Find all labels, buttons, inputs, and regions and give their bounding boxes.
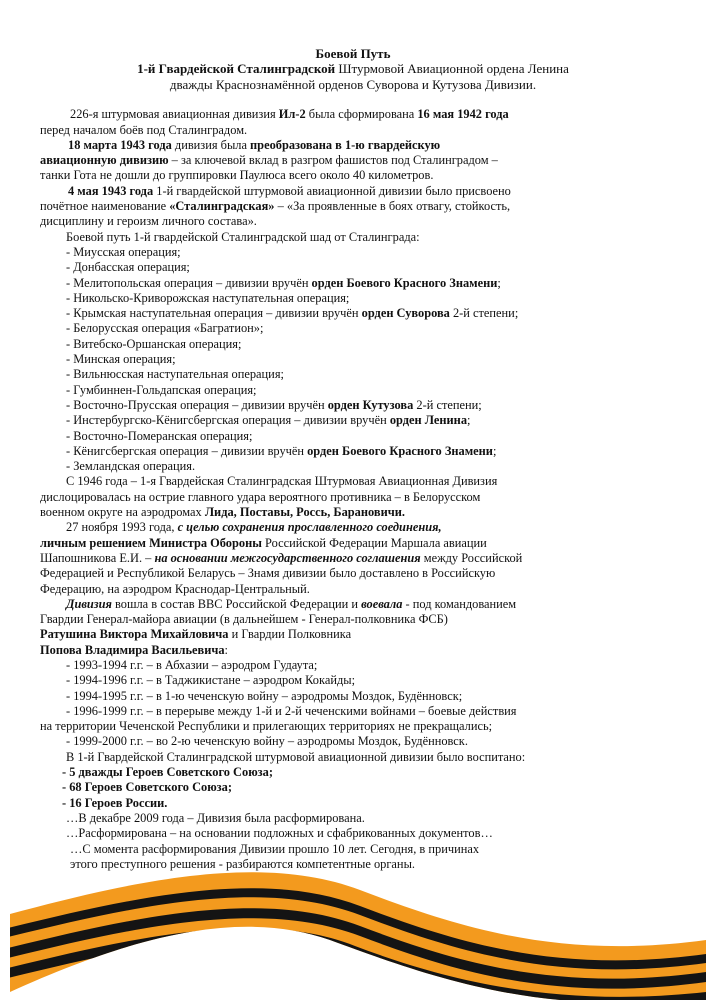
paragraph-stalingrad-name	[0, 184, 706, 199]
text-run: почётное наименование	[40, 199, 170, 214]
paragraph-1993-line3	[0, 551, 706, 566]
text-run: - Инстербургско-Кёнигсбергская операция – дивизии вручён	[66, 413, 390, 428]
text-run: между Российской	[420, 550, 523, 565]
paragraph-1993-line2	[0, 536, 706, 551]
text-run: - Белорусская операция «Багратион»;	[66, 321, 264, 336]
paragraph-1946: С 1946 года – 1-я Гвардейская Сталинградская Штурмовая Авиационная Дивизия	[66, 474, 498, 489]
text-run-bold-italic: воевала	[361, 596, 403, 611]
text-run-bold-italic: с целью сохранения прославленного соединения,	[177, 520, 442, 535]
deployment-item: - 1996-1999 г.г. – в перерыве между 1-й и 2-й чеченскими войнами – боевые действия	[66, 703, 517, 718]
paragraph-1993-line5: Федерацию, на аэродром Краснодар-Центральный.	[40, 581, 310, 596]
text-run: :	[224, 642, 228, 657]
operation-item	[0, 459, 706, 474]
text-run: и Гвардии Полковника	[228, 627, 352, 642]
operation-item	[0, 321, 706, 336]
operation-item	[0, 383, 706, 398]
text-run: - под командованием	[402, 596, 517, 611]
operation-item	[0, 337, 706, 352]
paragraph-guards-line3: танки Гота не дошли до группировки Паулюса всего около 40 километров.	[40, 168, 434, 183]
st-george-ribbon-icon	[0, 842, 706, 1000]
text-run: - Минская операция;	[66, 352, 176, 367]
document-title: Боевой Путь	[315, 46, 391, 61]
paragraph-1993	[0, 520, 706, 535]
text-run: - Мелитопольская операция – дивизии вручён	[66, 275, 312, 290]
text-run-bold: 4 мая 1943 года	[68, 183, 154, 198]
paragraph-command-line2: Гвардии Генерал-майора авиации (в дальнейшем - Генерал-полковника ФСБ)	[40, 612, 448, 627]
text-run: Российской Федерации Маршала авиации	[261, 535, 487, 550]
document-subtitle-line1	[0, 61, 706, 77]
text-run: - Восточно-Померанская операция;	[66, 428, 253, 443]
text-run: ;	[467, 413, 471, 428]
deployment-item: - 1994-1995 г.г. – в 1-ю чеченскую войну – аэродромы Моздок, Будённовск;	[66, 688, 463, 703]
paragraph-command	[0, 597, 706, 612]
text-run: - Восточно-Прусская операция – дивизии вручён	[66, 397, 328, 412]
text-run: ;	[497, 275, 501, 290]
text-run: была сформирована	[305, 107, 418, 122]
deployment-item: - 1994-1996 г.г. – в Таджикистане – аэродром Кокайды;	[66, 673, 356, 688]
text-run: 1-й гвардейской штурмовой авиационной дивизии было присвоено	[153, 183, 511, 198]
paragraph-formation	[0, 107, 706, 122]
text-run: 2-й степени;	[413, 397, 482, 412]
text-run: - Кёнигсбергская операция – дивизии вручён	[66, 443, 308, 458]
closing-line: …Расформирована – на основании подложных и сфабрикованных документов…	[66, 826, 493, 841]
text-run: дивизия была	[171, 137, 251, 152]
combat-path-intro: Боевой путь 1-й гвардейской Сталинградской шад от Сталинграда:	[66, 229, 420, 244]
text-run: военном округе на аэродромах	[40, 505, 205, 520]
text-run-bold: личным решением Министра Обороны	[40, 535, 262, 550]
text-run: - Миусская операция;	[66, 244, 181, 259]
operation-item	[0, 245, 706, 260]
deployment-item: - 1999-2000 г.г. – во 2-ю чеченскую войну – аэродромы Моздок, Будённовск.	[66, 734, 468, 749]
text-run-bold: Ратушина Виктора Михайловича	[40, 627, 229, 642]
text-run-bold: орден Ленина	[389, 413, 468, 428]
text-run-bold: авиационную дивизию	[40, 153, 169, 168]
text-run: – за ключевой вклад в разгром фашистов под Сталинградом –	[168, 153, 498, 168]
operations-list	[0, 245, 706, 474]
text-run: 27 ноября 1993 года,	[66, 520, 178, 535]
operation-item	[0, 367, 706, 382]
subtitle-plain-part: Штурмовой Авиационной ордена Ленина	[335, 61, 569, 77]
text-run-bold: 16 мая 1942 года	[417, 107, 509, 122]
text-run: - Крымская наступательная операция – дивизии вручён	[66, 306, 362, 321]
heroes-item: - 68 Героев Советского Союза;	[62, 780, 232, 795]
paragraph-1946-line2: дислоцировалась на острие главного удара вероятного противника – в Белорусском	[40, 489, 481, 504]
text-run-bold: орден Боевого Красного Знамени	[307, 443, 493, 458]
text-run: - Вильнюсская наступательная операция;	[66, 367, 284, 382]
paragraph-1946-line3	[0, 505, 706, 520]
paragraph-formation-line2: перед началом боёв под Сталинградом.	[40, 122, 248, 137]
operation-item	[0, 306, 706, 321]
heroes-item: - 16 Героев России.	[62, 795, 168, 810]
operation-item	[0, 444, 706, 459]
operation-item	[0, 429, 706, 444]
text-run-bold: 18 марта 1943 года	[68, 137, 172, 152]
operation-item	[0, 260, 706, 275]
text-run: вошла в состав ВВС Российской Федерации и	[111, 596, 362, 611]
document-subtitle-line2: дважды Краснознамённой орденов Суворова и Кутузова Дивизии.	[169, 77, 537, 93]
text-run-bold-italic: на основании межгосударственного соглашения	[154, 550, 421, 565]
deployment-item: - 1993-1994 г.г. – в Абхазии – аэродром Гудаута;	[66, 657, 318, 672]
text-run: - Гумбиннен-Гольдапская операция;	[66, 382, 257, 397]
operation-item	[0, 291, 706, 306]
paragraph-stalingrad-name-line3: дисциплину и героизм личного состава».	[40, 214, 257, 229]
paragraph-command-line3	[0, 627, 706, 642]
paragraph-command-line4	[0, 643, 706, 658]
operation-item	[0, 352, 706, 367]
operation-item	[0, 276, 706, 291]
text-run-bold: Ил-2	[278, 107, 306, 122]
paragraph-guards-line2	[0, 153, 706, 168]
paragraph-1993-line4: Федерацией и Республикой Беларусь – Знамя дивизии было доставлено в Российскую	[40, 566, 496, 581]
text-run: - Донбасская операция;	[66, 260, 190, 275]
heroes-intro: В 1-й Гвардейской Сталинградской штурмовой авиационной дивизии было воспитано:	[66, 749, 526, 764]
paragraph-stalingrad-name-line2	[0, 199, 706, 214]
text-run: Шапошникова Е.И. –	[40, 550, 155, 565]
text-run: - Никольско-Криворожская наступательная операция;	[66, 290, 350, 305]
deployments-list	[0, 658, 706, 750]
closing-line: …В декабре 2009 года – Дивизия была расформирована.	[66, 810, 365, 825]
text-run-bold: Попова Владимира Васильевича	[40, 642, 225, 657]
text-run: ;	[492, 443, 497, 458]
text-run: - Земландская операция.	[66, 459, 196, 474]
subtitle-bold-part: 1-й Гвардейской Сталинградской	[137, 61, 336, 77]
text-run-bold-italic: Дивизия	[66, 596, 112, 611]
operation-item	[0, 398, 706, 413]
text-run-bold: орден Боевого Красного Знамени	[311, 275, 498, 290]
text-run-bold: преобразована в 1-ю гвардейскую	[250, 137, 441, 152]
text-run-bold: «Сталинградская»	[169, 199, 275, 214]
text-run: – «За проявленные в боях отвагу, стойкость,	[274, 199, 511, 214]
text-run-bold: орден Кутузова	[327, 397, 414, 412]
deployment-item: на территории Чеченской Республики и прилегающих территориях не прекращались;	[40, 719, 493, 734]
closing-line: …С момента расформирования Дивизии прошло 10 лет. Сегодня, в причинах	[70, 841, 480, 856]
closing-line: этого преступного решения - разбираются компетентные органы.	[70, 856, 415, 871]
operation-item	[0, 413, 706, 428]
text-run: 226-я штурмовая авиационная дивизия	[70, 107, 279, 122]
text-run: - Витебско-Оршанская операция;	[66, 336, 242, 351]
heroes-item: - 5 дважды Героев Советского Союза;	[62, 765, 273, 780]
text-run: 2-й степени;	[449, 306, 519, 321]
paragraph-guards	[0, 138, 706, 153]
text-run-bold: орден Суворова	[361, 306, 450, 321]
text-run-bold: Лида, Поставы, Россь, Барановичи.	[204, 505, 405, 520]
